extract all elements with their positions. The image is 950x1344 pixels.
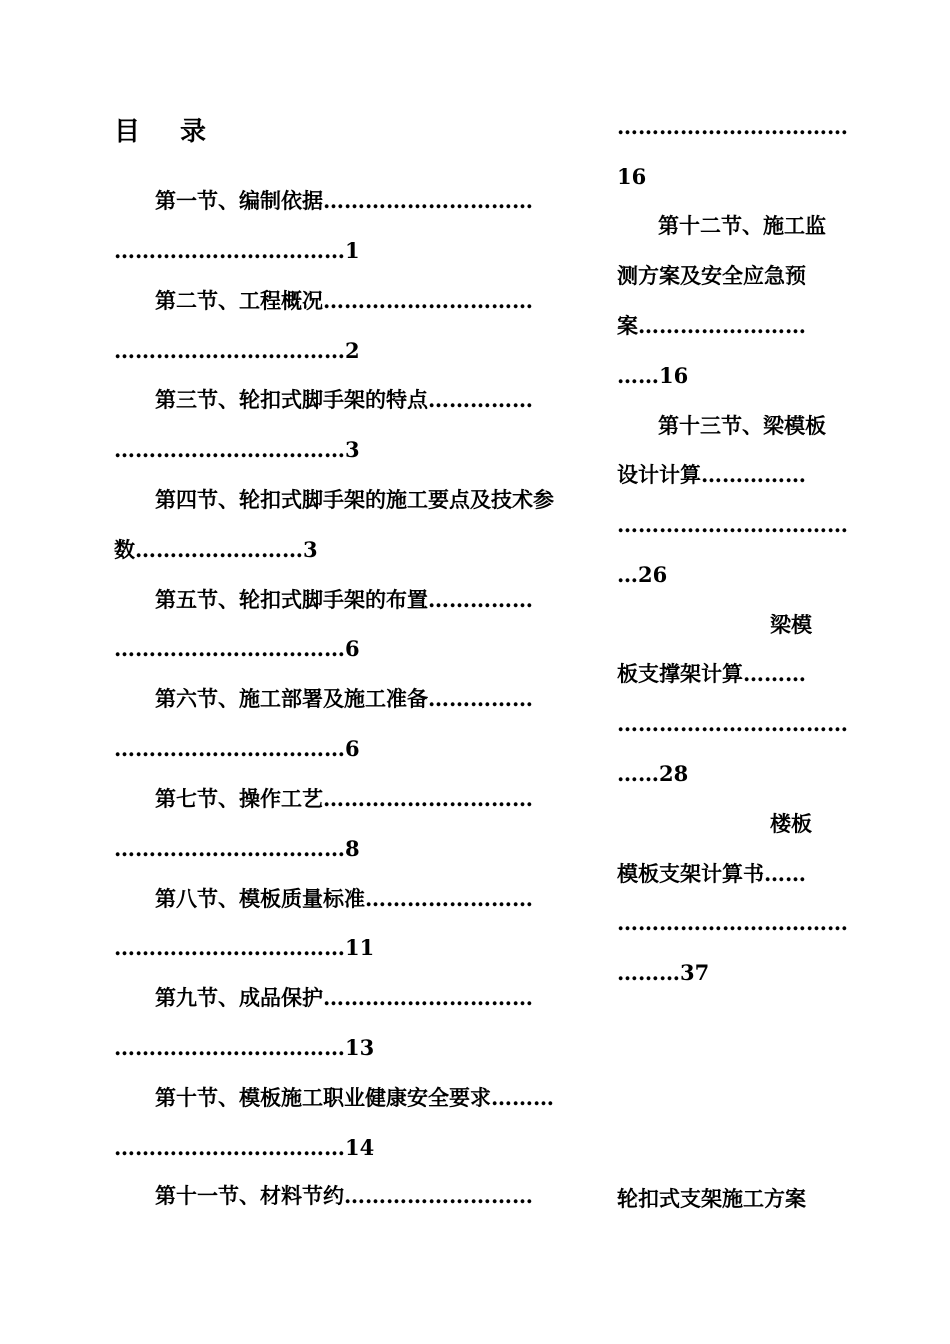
- toc-entry-8-page[interactable]: ……………………………11: [114, 935, 375, 960]
- toc-entry-1-page[interactable]: ……………………………1: [114, 238, 360, 263]
- toc-entry-13-cont[interactable]: 设计计算……………: [617, 462, 806, 487]
- toc-entry-4-page[interactable]: 数……………………3: [114, 537, 318, 562]
- toc-entry-8[interactable]: 第八节、模板质量标准……………………: [155, 886, 533, 911]
- toc-entry-5[interactable]: 第五节、轮扣式脚手架的布置……………: [155, 587, 533, 612]
- document-footer: 轮扣式支架施工方案: [617, 1186, 806, 1211]
- toc-entry-11[interactable]: 第十一节、材料节约………………………: [155, 1183, 533, 1208]
- toc-entry-2[interactable]: 第二节、工程概况…………………………: [155, 288, 533, 313]
- toc-entry-2-page[interactable]: ……………………………2: [114, 338, 360, 363]
- toc-entry-11-page[interactable]: 16: [617, 164, 647, 189]
- toc-entry-12-cont[interactable]: 测方案及安全应急预: [617, 263, 806, 288]
- toc-entry-6[interactable]: 第六节、施工部署及施工准备……………: [155, 686, 533, 711]
- toc-subentry-slab-dots[interactable]: ……………………………: [617, 910, 848, 935]
- toc-entry-9[interactable]: 第九节、成品保护…………………………: [155, 985, 533, 1010]
- toc-entry-9-page[interactable]: ……………………………13: [114, 1035, 375, 1060]
- toc-entry-12[interactable]: 第十二节、施工监: [658, 213, 826, 238]
- toc-entry-12-page[interactable]: ……16: [617, 363, 689, 388]
- toc-entry-6-page[interactable]: ……………………………6: [114, 736, 360, 761]
- toc-entry-13-dots[interactable]: ……………………………: [617, 512, 848, 537]
- toc-entry-12-cont2[interactable]: 案……………………: [617, 313, 806, 338]
- toc-subentry-beam-dots[interactable]: ……………………………: [617, 711, 848, 736]
- toc-subentry-slab[interactable]: 楼板: [770, 811, 812, 836]
- title-char-2: 录: [180, 117, 207, 147]
- toc-entry-10-page[interactable]: ……………………………14: [114, 1135, 375, 1160]
- toc-subentry-beam-page[interactable]: ……28: [617, 761, 689, 786]
- title-char-1: 目: [114, 117, 141, 147]
- toc-entry-10[interactable]: 第十节、模板施工职业健康安全要求………: [155, 1085, 554, 1110]
- toc-entry-7-page[interactable]: ……………………………8: [114, 836, 360, 861]
- toc-entry-7[interactable]: 第七节、操作工艺…………………………: [155, 786, 533, 811]
- toc-entry-11-dots[interactable]: ……………………………: [617, 114, 848, 139]
- toc-subentry-beam[interactable]: 梁模: [770, 612, 812, 637]
- toc-subentry-beam-cont[interactable]: 板支撑架计算………: [617, 661, 806, 686]
- toc-entry-4[interactable]: 第四节、轮扣式脚手架的施工要点及技术参: [155, 487, 554, 512]
- toc-subentry-slab-cont[interactable]: 模板支架计算书……: [617, 861, 806, 886]
- toc-entry-1[interactable]: 第一节、编制依据…………………………: [155, 188, 533, 213]
- toc-subentry-slab-page[interactable]: ………37: [617, 960, 710, 985]
- toc-entry-3-page[interactable]: ……………………………3: [114, 437, 360, 462]
- toc-entry-13[interactable]: 第十三节、梁模板: [658, 413, 826, 438]
- toc-entry-5-page[interactable]: ……………………………6: [114, 636, 360, 661]
- toc-entry-13-page[interactable]: …26: [617, 562, 668, 587]
- page-title: [114, 111, 206, 148]
- toc-entry-3[interactable]: 第三节、轮扣式脚手架的特点……………: [155, 387, 533, 412]
